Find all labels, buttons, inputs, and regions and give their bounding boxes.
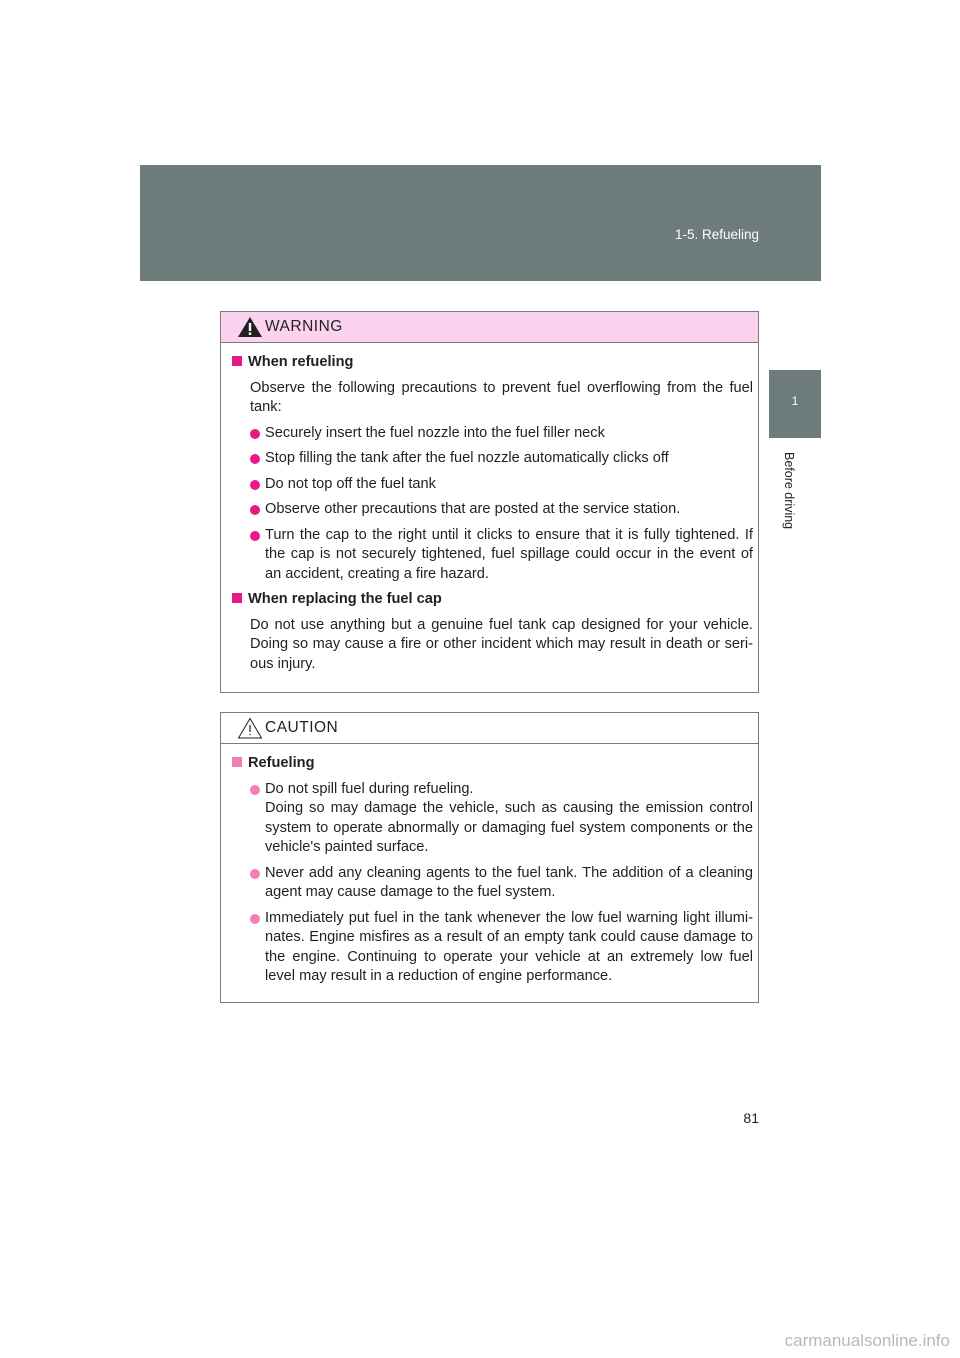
circle-bullet-icon [250, 914, 260, 924]
warning-box [220, 311, 759, 693]
circle-bullet-icon [250, 454, 260, 464]
list-item [250, 424, 753, 444]
square-bullet-icon [232, 356, 242, 366]
list-item-text [265, 780, 753, 858]
section-heading-text: When refueling [248, 354, 354, 370]
section-title: 1-5. Refueling [674, 227, 759, 242]
section-heading [232, 754, 753, 774]
caution-header [221, 713, 758, 744]
list-item [250, 526, 753, 585]
circle-bullet-icon [250, 531, 260, 541]
caution-box [220, 712, 759, 1003]
square-bullet-icon [232, 593, 242, 603]
chapter-tab [769, 370, 821, 438]
circle-bullet-icon [250, 785, 260, 795]
warning-triangle-icon [237, 316, 263, 338]
paragraph: Observe the following precautions to prevent fuel overflowing from the fuel tank: [250, 379, 753, 415]
circle-bullet-icon [250, 429, 260, 439]
list-item [250, 780, 753, 858]
list-item [250, 909, 753, 987]
list-item [250, 475, 753, 495]
caution-body [221, 744, 758, 987]
warning-body [221, 343, 758, 674]
paragraph: Do not use anything but a genuine fuel tank cap designed for your vehicle. Doing so may cause a fire or other incident which may result in death or seri-ous injury. [250, 616, 753, 672]
list-item-text: Observe other precautions that are posted at the service station. [265, 501, 681, 517]
warning-header [221, 312, 758, 343]
section-heading [232, 590, 753, 610]
section-heading [232, 353, 753, 373]
list-item-text: Stop filling the tank after the fuel nozzle automatically clicks off [265, 450, 669, 466]
list-item-lead: Do not spill fuel during refueling. [265, 780, 474, 797]
list-item-text: Turn the cap to the right until it clicks to ensure that it is fully tightened. If the cap is not securely tightened, fuel spillage could occur in the event of an accident, creating a fire hazard. [265, 526, 753, 582]
circle-bullet-icon [250, 505, 260, 515]
watermark: carmanualsonline.info [784, 1331, 950, 1350]
list-item-text: Immediately put fuel in the tank whenever the low fuel warning light illumi-nates. Engine misfires as a result of an empty tank could cause damage to the engine. Continuing to operate your vehicle at an extremely low fuel level may result in a reduction of engine performance. [265, 909, 753, 984]
list-item-detail: Doing so may damage the vehicle, such as causing the emission control system to operate abnormally or damaging fuel system components or the vehicle's painted surface. [265, 800, 753, 855]
square-bullet-icon [232, 757, 242, 767]
warning-title: WARNING [265, 318, 343, 335]
list-item-text: Never add any cleaning agents to the fuel tank. The addition of a cleaning agent may cause damage to the fuel system. [265, 864, 753, 900]
circle-bullet-icon [250, 480, 260, 490]
section-heading-text: When replacing the fuel cap [248, 591, 442, 607]
section-heading-text: Refueling [248, 755, 315, 771]
list-item-text: Do not top off the fuel tank [265, 475, 436, 492]
caution-triangle-icon [237, 717, 263, 739]
caution-title: CAUTION [265, 719, 339, 736]
list-item [250, 864, 753, 903]
circle-bullet-icon [250, 869, 260, 879]
chapter-label: Before driving [782, 452, 796, 530]
chapter-number: 1 [791, 394, 799, 408]
list-item [250, 449, 753, 469]
list-item [250, 500, 753, 520]
page-number: 81 [743, 1110, 759, 1126]
list-item-text: Securely insert the fuel nozzle into the fuel filler neck [265, 424, 605, 441]
header-band [140, 165, 821, 281]
